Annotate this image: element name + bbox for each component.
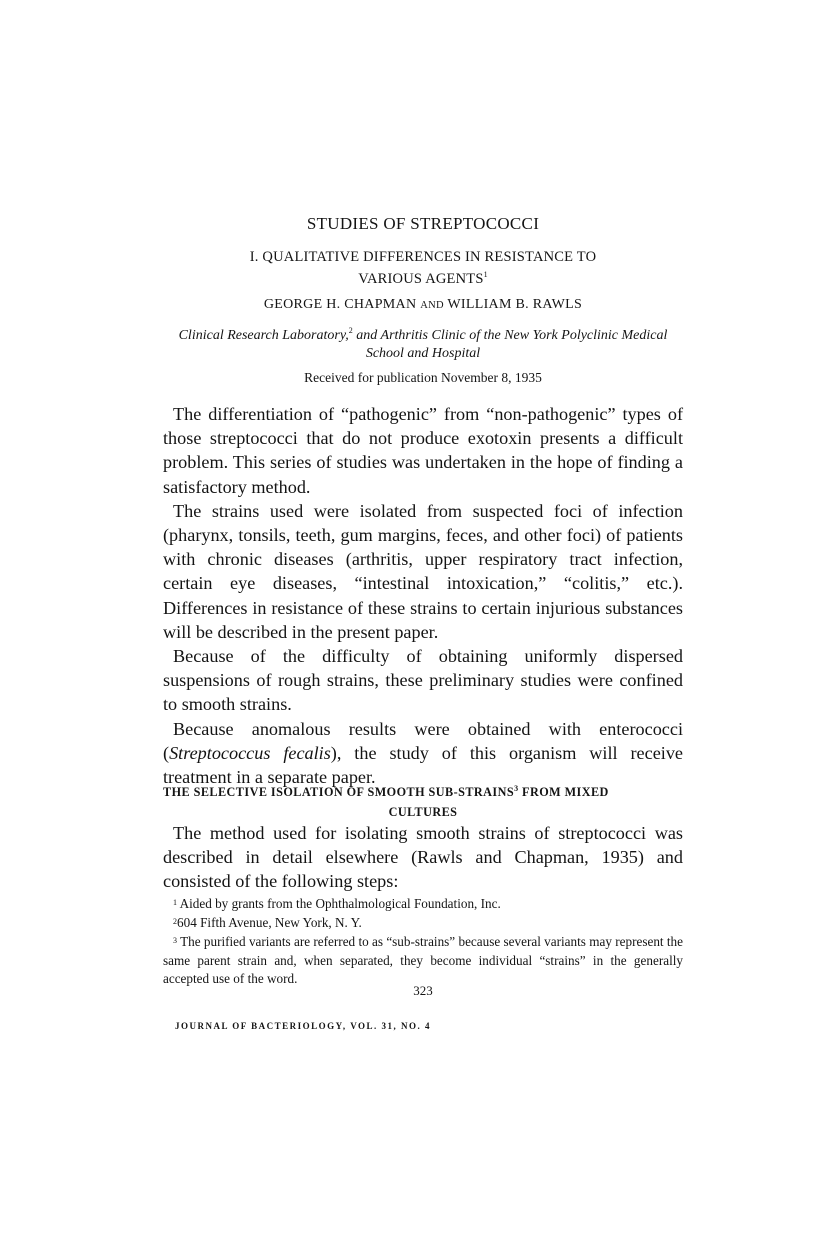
affiliation-part-2: and Arthritis Clinic of the New York Polyclinic Medical School and Hospital [352, 328, 668, 361]
page-number: 323 [413, 983, 433, 998]
footnote-1 [163, 894, 683, 913]
author-chapman: GEORGE H. CHAPMAN [263, 297, 417, 312]
body-paragraph: The strains used were isolated from suspected foci of infection (pharynx, tonsils, teeth, gum margins, feces, and other foci) of patients with chronic diseases (arthritis, upper respiratory tract infection, certain eye diseases, “intestinal intoxication,” “colitis,” etc.). Differences in resistance of these strains to certain injurious substances will be described in the present paper. [163, 500, 683, 642]
affiliation-part-1: Clinical Research Laboratory, [178, 328, 349, 343]
footnote-3 [163, 932, 683, 988]
article-title: STUDIES OF STREPTOCOCCI [306, 214, 540, 233]
subtitle-line-1: I. QUALITATIVE DIFFERENCES IN RESISTANCE TO [249, 249, 597, 265]
footnote-text: Aided by grants from the Ophthalmological Foundation, Inc. [177, 896, 501, 911]
affiliation [163, 322, 683, 363]
footnotes [163, 894, 683, 988]
footnote-number: 1 [173, 898, 177, 907]
footnote-ref-1: 1 [483, 270, 488, 279]
body-paragraph: The differentiation of “pathogenic” from “non-pathogenic” types of those streptococci that do not produce exotoxin presents a difficult problem. This series of studies was undertaken in the hope of finding a satisfactory method. [163, 404, 683, 497]
footnote-ref-3: 3 [514, 784, 519, 793]
journal-citation: JOURNAL OF BACTERIOLOGY, VOL. 31, NO. 4 [175, 1021, 432, 1031]
footnote-text: 604 Fifth Avenue, New York, N. Y. [177, 915, 362, 931]
section-paragraph: The method used for isolating smooth strains of streptococci was described in detail elsewhere (Rawls and Chapman, 1935) and consisted of the following steps: [163, 823, 683, 892]
section-body [163, 821, 683, 894]
article-subtitle [163, 248, 683, 288]
section-heading [163, 779, 683, 822]
authors-conjunction: AND [420, 300, 444, 311]
body-paragraph: Because of the difficulty of obtaining uniformly dispersed suspensions of rough strains, these preliminary studies were confined to smooth strains. [163, 646, 683, 715]
section-heading-part-1: THE SELECTIVE ISOLATION OF SMOOTH SUB-STRAINS [163, 785, 515, 799]
section-heading-line-2: CULTURES [388, 805, 458, 819]
para4-before: Because anomalous results were obtained with enterococci ( [163, 718, 683, 763]
footnote-ref-2: 2 [348, 326, 353, 335]
footnote-number: 2 [173, 917, 177, 927]
author-rawls: WILLIAM B. RAWLS [447, 297, 583, 312]
para4-after: ), the study of this organism will receive treatment in a separate paper. [163, 742, 683, 788]
subtitle-line-2: VARIOUS AGENTS [358, 271, 484, 287]
footnote-number: 3 [173, 936, 177, 946]
footnote-2 [163, 913, 683, 932]
footnote-text: The purified variants are referred to as “sub-strains” because several variants may represent the same parent strain and, when separated, they become individual “strains” in the generally accepted use of the word. [163, 934, 683, 986]
received-date: Received for publication November 8, 1935 [304, 370, 542, 385]
organism-name: Streptococcus fecalis [169, 742, 331, 763]
section-heading-part-2: FROM MIXED [518, 785, 609, 799]
article-body [163, 402, 683, 789]
authors-line [163, 297, 683, 313]
